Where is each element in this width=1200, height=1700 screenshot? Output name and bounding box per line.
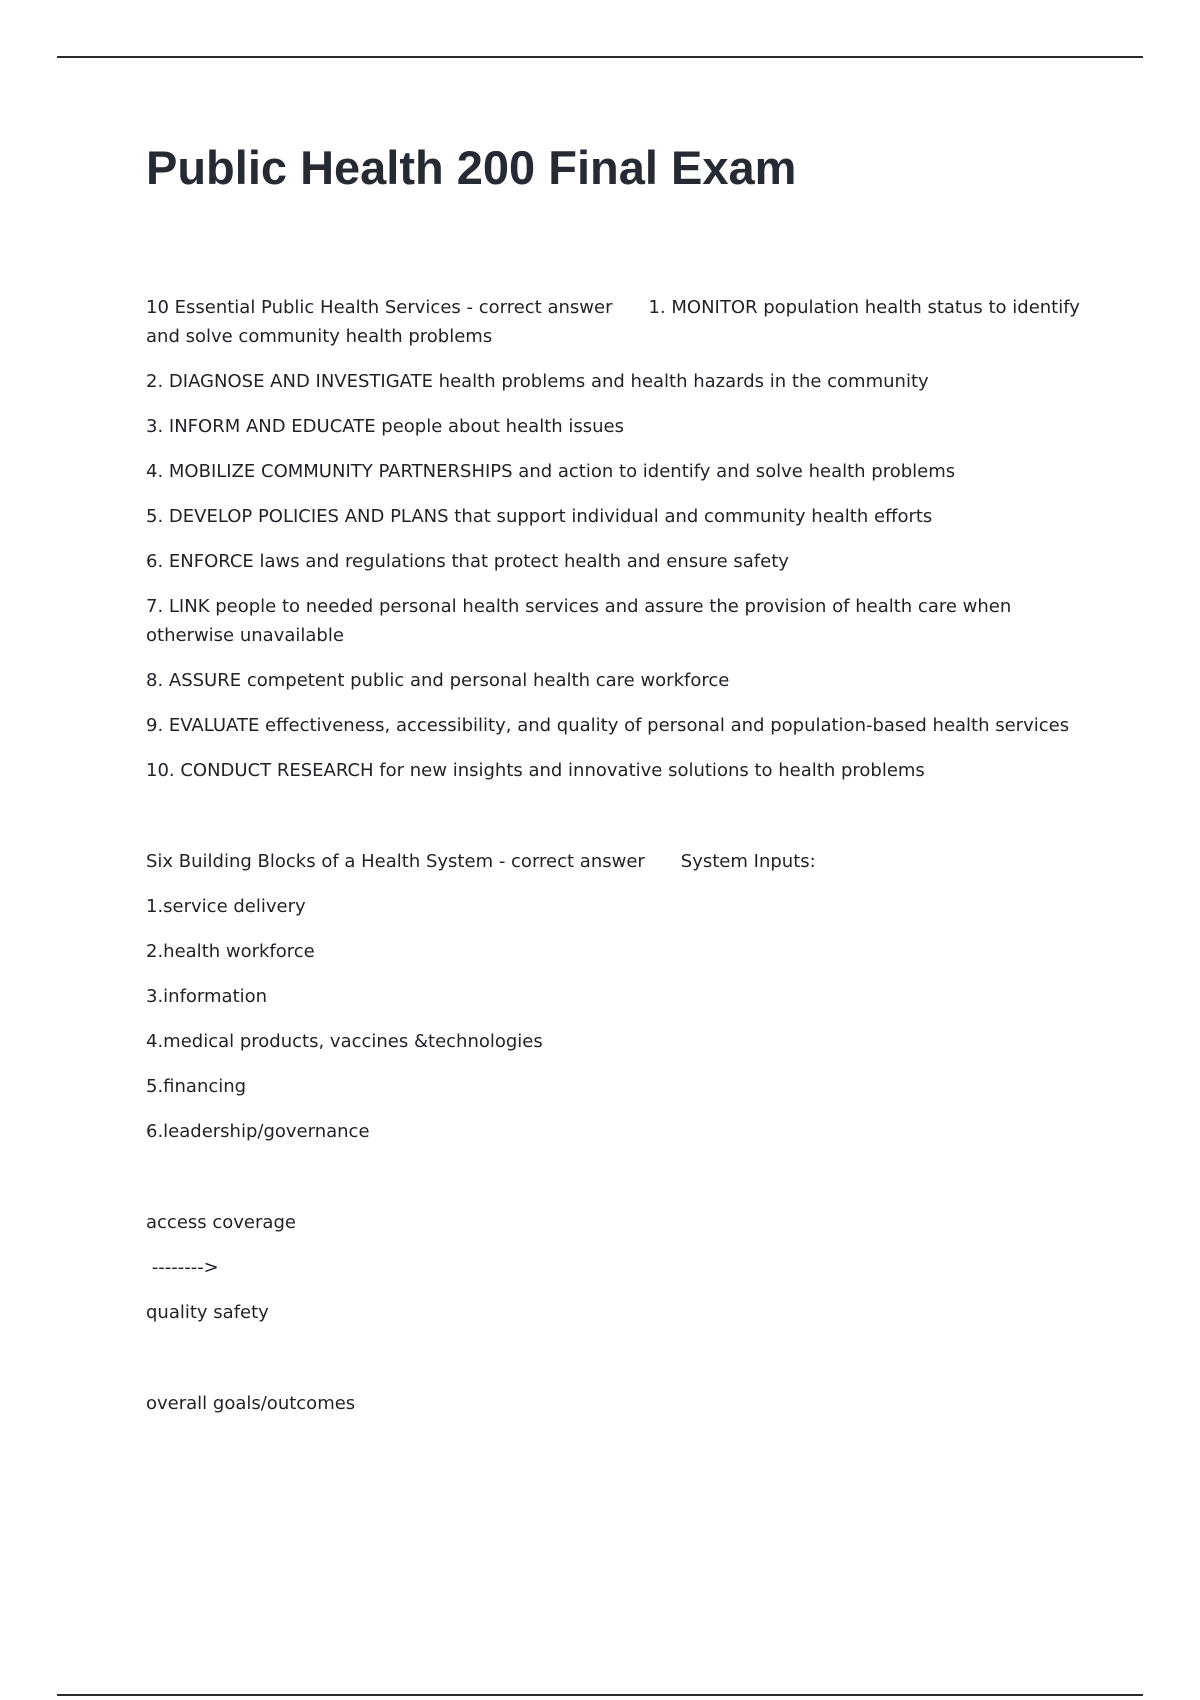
list-item: 3.information — [146, 986, 268, 1007]
answer-text: System Inputs: — [680, 851, 816, 872]
list-item: 9. EVALUATE effectiveness, accessibility, and quality of personal and population-based health services — [146, 715, 1070, 736]
header-rule — [57, 56, 1143, 58]
answer-text: 1. MONITOR population health status to identify and solve community health problems — [146, 297, 1080, 347]
list-item: 2.health workforce — [146, 941, 315, 962]
essential-services-question — [146, 293, 1096, 351]
list-item: 2. DIAGNOSE AND INVESTIGATE health problems and health hazards in the community — [146, 371, 929, 392]
list-item: 7. LINK people to needed personal health services and assure the provision of health care when otherwise unavailable — [146, 596, 1012, 646]
list-item: 6.leadership/governance — [146, 1121, 370, 1142]
spacer — [146, 1343, 1096, 1389]
list-item: 8. ASSURE competent public and personal health care workforce — [146, 670, 730, 691]
building-blocks-question — [146, 847, 1096, 876]
document-body — [146, 293, 1096, 1434]
list-item: 6. ENFORCE laws and regulations that protect health and ensure safety — [146, 551, 789, 572]
list-item: 1.service delivery — [146, 896, 306, 917]
question-text: 10 Essential Public Health Services - correct answer — [146, 297, 613, 318]
list-item: 4.medical products, vaccines &technologies — [146, 1031, 543, 1052]
goals-line: overall goals/outcomes — [146, 1393, 356, 1414]
list-item: 3. INFORM AND EDUCATE people about health issues — [146, 416, 625, 437]
list-item: 10. CONDUCT RESEARCH for new insights and innovative solutions to health problems — [146, 760, 925, 781]
quality-line: quality safety — [146, 1302, 269, 1323]
page-title: Public Health 200 Final Exam — [146, 141, 797, 194]
list-item: 4. MOBILIZE COMMUNITY PARTNERSHIPS and action to identify and solve health problems — [146, 461, 956, 482]
outputs-line: access coverage — [146, 1212, 296, 1233]
list-item: 5.financing — [146, 1076, 247, 1097]
question-text: Six Building Blocks of a Health System - correct answer — [146, 851, 645, 872]
spacer — [146, 801, 1096, 847]
arrow-line: --------> — [146, 1257, 219, 1278]
footer-rule — [57, 1694, 1143, 1696]
spacer — [146, 1162, 1096, 1208]
list-item: 5. DEVELOP POLICIES AND PLANS that support individual and community health efforts — [146, 506, 933, 527]
